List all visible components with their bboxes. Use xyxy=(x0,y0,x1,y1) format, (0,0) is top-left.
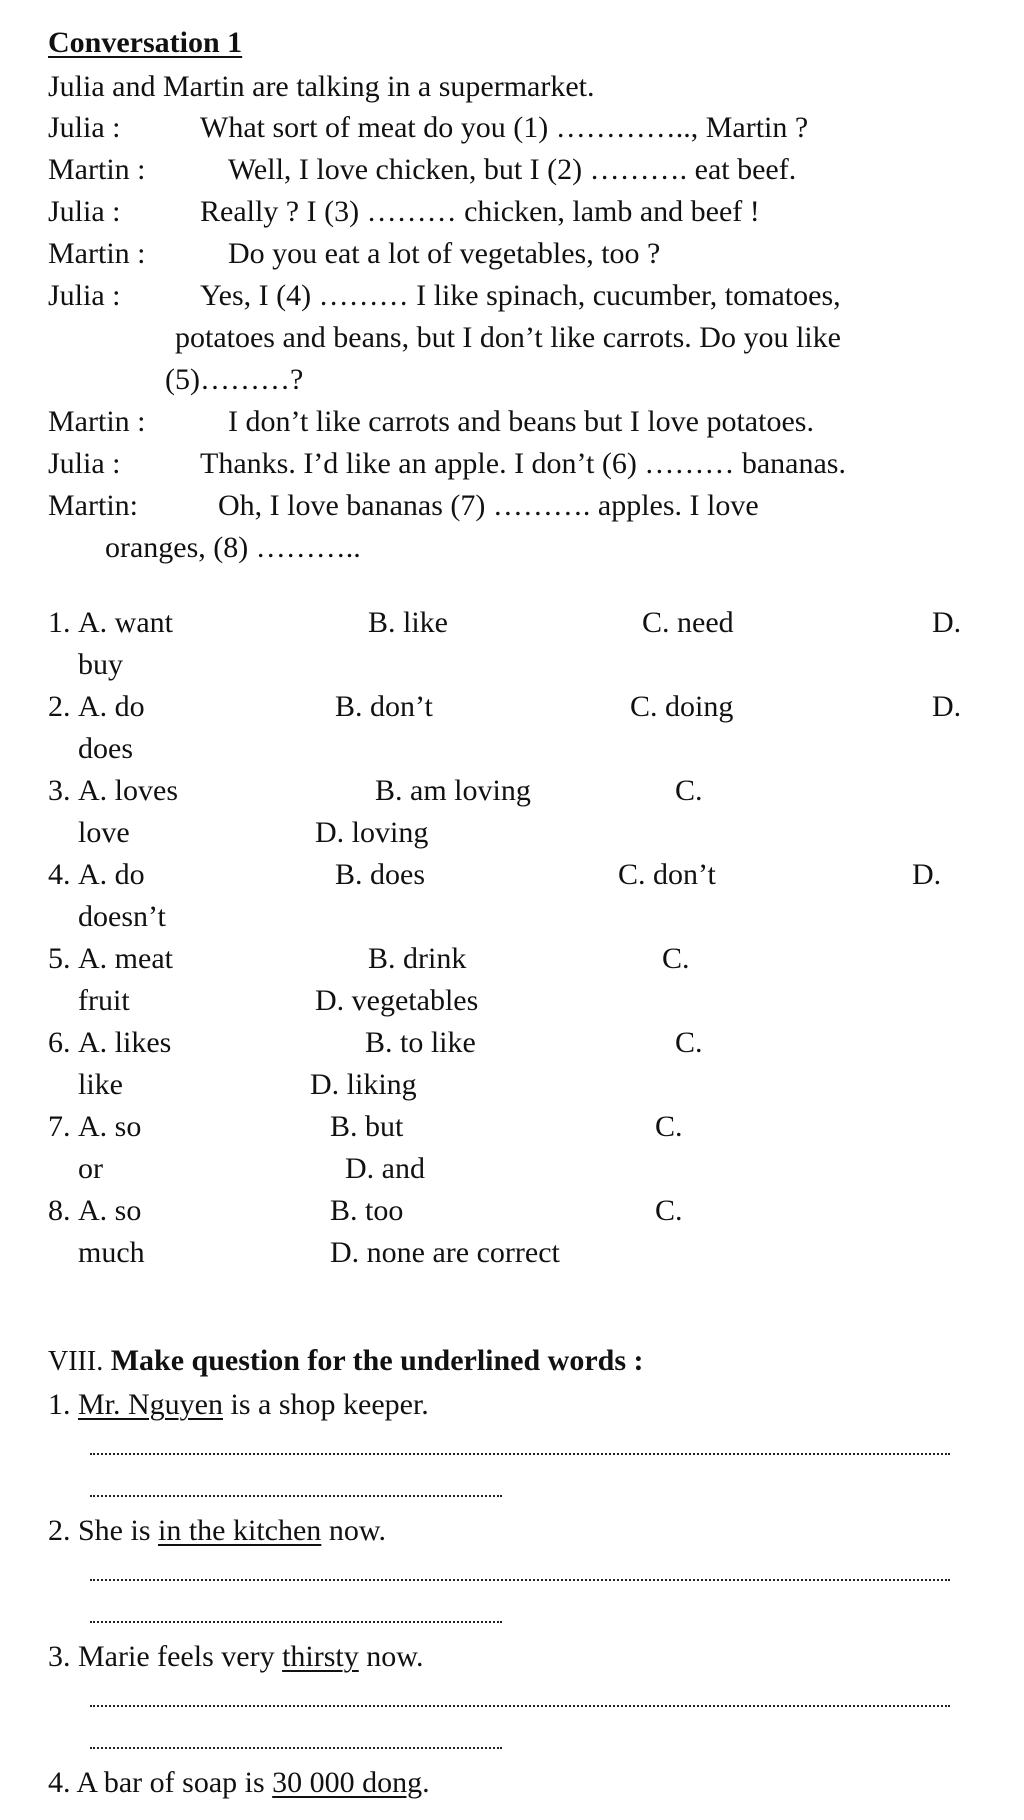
exercise-item xyxy=(48,1516,386,1546)
option-a: A. loves xyxy=(78,774,178,807)
answer-line[interactable] xyxy=(90,1579,950,1581)
item-number: 2. xyxy=(48,1514,71,1547)
option-a: A. so xyxy=(78,1110,142,1143)
option-c: C. xyxy=(662,942,690,975)
conversation-title: Conversation 1 xyxy=(48,26,243,59)
dialogue-line: Oh, I love bananas (7) ………. apples. I love xyxy=(218,489,759,522)
option-b: B. am loving xyxy=(375,774,531,807)
dialogue-line: Well, I love chicken, but I (2) ………. eat beef. xyxy=(228,153,797,186)
option-a: A. so xyxy=(78,1194,142,1227)
question-number: 3. xyxy=(48,774,71,807)
option-a: A. meat xyxy=(78,942,173,975)
speaker-label: Julia : xyxy=(48,279,121,312)
section-heading xyxy=(48,1346,644,1376)
option-b: B. too xyxy=(330,1194,404,1227)
item-number: 4. xyxy=(48,1766,71,1799)
option-c-text: love xyxy=(78,816,130,849)
conversation-intro: Julia and Martin are talking in a supermarket. xyxy=(48,70,595,103)
dialogue-line: What sort of meat do you (1) ………….., Martin ? xyxy=(200,111,809,144)
option-c-text: much xyxy=(78,1236,145,1269)
dialogue-line: Really ? I (3) ……… chicken, lamb and beef ! xyxy=(200,195,760,228)
item-text-before: Marie feels very xyxy=(78,1640,283,1673)
option-d: D. xyxy=(912,858,942,891)
option-b: B. does xyxy=(335,858,425,891)
answer-line[interactable] xyxy=(90,1495,502,1497)
option-b: B. to like xyxy=(365,1026,476,1059)
dialogue-line-continued: oranges, (8) ……….. xyxy=(105,531,361,564)
dialogue-line-continued: (5)………? xyxy=(165,363,304,396)
item-number: 3. xyxy=(48,1640,71,1673)
answer-line[interactable] xyxy=(90,1705,950,1707)
option-c-text: fruit xyxy=(78,984,130,1017)
item-text-after: now. xyxy=(321,1514,387,1547)
speaker-label: Martin : xyxy=(48,405,146,438)
exercise-item xyxy=(48,1390,429,1420)
dialogue-line-continued: potatoes and beans, but I don’t like carrots. Do you like xyxy=(175,321,841,354)
answer-line[interactable] xyxy=(90,1747,502,1749)
dialogue-line: Yes, I (4) ……… I like spinach, cucumber, tomatoes, xyxy=(200,279,841,312)
section-roman-numeral: VIII. xyxy=(48,1346,104,1377)
dialogue-line: Do you eat a lot of vegetables, too ? xyxy=(228,237,661,270)
question-number: 5. xyxy=(48,942,71,975)
underlined-words: in the kitchen xyxy=(158,1514,322,1547)
item-number: 1. xyxy=(48,1388,71,1421)
option-c: C. don’t xyxy=(618,858,716,891)
option-c: C. xyxy=(655,1194,683,1227)
option-d: D. xyxy=(932,606,962,639)
option-a: A. want xyxy=(78,606,173,639)
option-d-text: buy xyxy=(78,648,123,681)
option-c: C. doing xyxy=(630,690,734,723)
option-c: C. xyxy=(675,1026,703,1059)
option-c: C. need xyxy=(642,606,734,639)
speaker-label: Martin : xyxy=(48,153,146,186)
answer-line[interactable] xyxy=(90,1453,950,1455)
dialogue-line: I don’t like carrots and beans but I love potatoes. xyxy=(228,405,814,438)
option-b: B. like xyxy=(368,606,448,639)
underlined-words: Mr. Nguyen xyxy=(78,1388,223,1421)
speaker-label: Julia : xyxy=(48,195,121,228)
question-number: 2. xyxy=(48,690,71,723)
speaker-label: Julia : xyxy=(48,111,121,144)
option-d-text: does xyxy=(78,732,133,765)
question-number: 1. xyxy=(48,606,71,639)
option-d: D. xyxy=(932,690,962,723)
speaker-label: Julia : xyxy=(48,447,121,480)
question-number: 8. xyxy=(48,1194,71,1227)
option-c: C. xyxy=(675,774,703,807)
option-a: A. likes xyxy=(78,1026,172,1059)
option-c: C. xyxy=(655,1110,683,1143)
option-a: A. do xyxy=(78,858,145,891)
option-d-text: doesn’t xyxy=(78,900,166,933)
option-d: D. loving xyxy=(315,816,429,849)
underlined-words: 30 000 dong xyxy=(272,1766,423,1799)
option-d: D. liking xyxy=(310,1068,417,1101)
item-text-after: . xyxy=(422,1766,430,1799)
option-d: D. vegetables xyxy=(315,984,479,1017)
item-text-before: A bar of soap is xyxy=(76,1766,273,1799)
answer-line[interactable] xyxy=(90,1621,502,1623)
speaker-label: Martin: xyxy=(48,489,138,522)
option-d: D. and xyxy=(345,1152,425,1185)
question-number: 4. xyxy=(48,858,71,891)
exercise-item xyxy=(48,1768,430,1798)
option-a: A. do xyxy=(78,690,145,723)
option-b: B. don’t xyxy=(335,690,433,723)
question-number: 7. xyxy=(48,1110,71,1143)
option-d: D. none are correct xyxy=(330,1236,560,1269)
section-title: Make question for the underlined words : xyxy=(110,1344,644,1377)
dialogue-line: Thanks. I’d like an apple. I don’t (6) ……… bananas. xyxy=(200,447,846,480)
option-b: B. drink xyxy=(368,942,467,975)
speaker-label: Martin : xyxy=(48,237,146,270)
item-text-before: She is xyxy=(78,1514,159,1547)
question-number: 6. xyxy=(48,1026,71,1059)
option-c-text: like xyxy=(78,1068,123,1101)
option-c-text: or xyxy=(78,1152,103,1185)
exercise-item xyxy=(48,1642,423,1672)
underlined-words: thirsty xyxy=(282,1640,359,1673)
option-b: B. but xyxy=(330,1110,404,1143)
item-text-after: is a shop keeper. xyxy=(223,1388,429,1421)
item-text-after: now. xyxy=(358,1640,424,1673)
